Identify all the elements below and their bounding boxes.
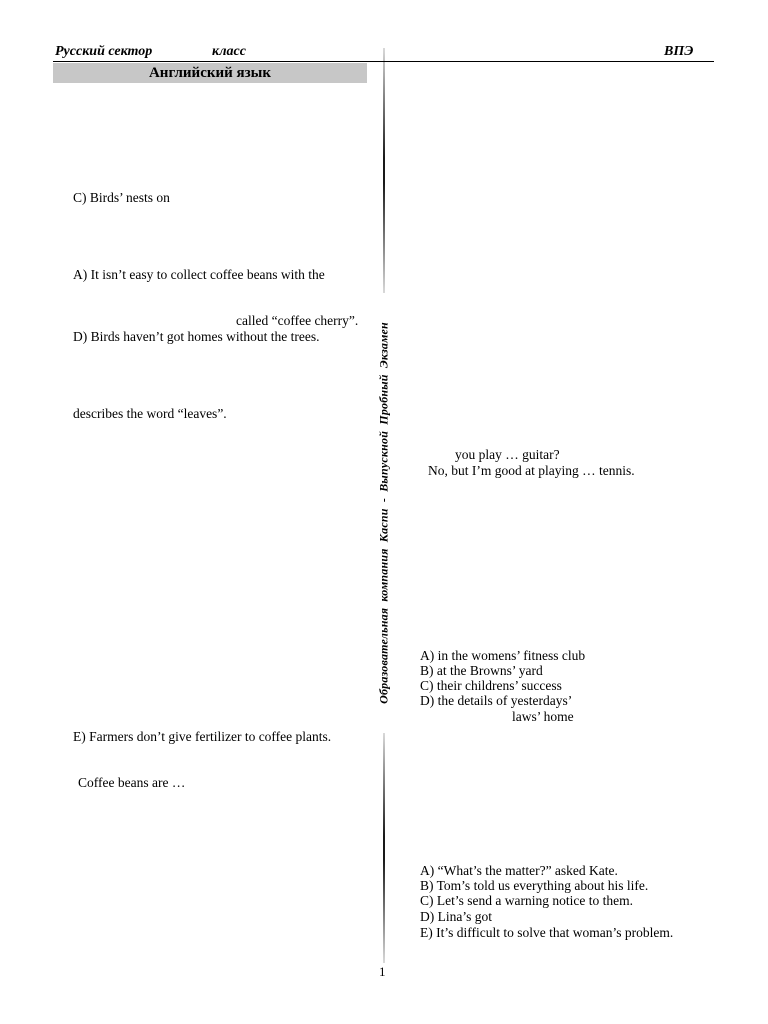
option-a-3: C) their childrens’ success (420, 678, 562, 693)
left-line-6: E) Farmers don’t give fertilizer to coffee plants. (73, 729, 332, 744)
header-class: класс (212, 44, 246, 59)
option-b-1: A) “What’s the matter?” asked Kate. (420, 863, 618, 878)
divider-bottom (383, 733, 385, 963)
left-line-1: C) Birds’ nests on (73, 190, 170, 205)
dialogue-line-1: you play … guitar? (455, 447, 560, 462)
subject-title: Английский язык (53, 63, 367, 83)
option-b-4: D) Lina’s got (420, 909, 492, 924)
divider-top (383, 48, 385, 293)
left-line-2: A) It isn’t easy to collect coffee beans with the (73, 267, 325, 282)
left-line-7: Coffee beans are … (78, 775, 186, 790)
left-line-5: describes the word “leaves”. (73, 406, 227, 421)
header-exam-code: ВПЭ (664, 44, 694, 59)
option-a-4: D) the details of yesterdays’ (420, 693, 573, 708)
left-line-3: called “coffee cherry”. (236, 313, 359, 328)
option-a-1: A) in the womens’ fitness club (420, 648, 586, 663)
page-number: 1 (379, 964, 386, 979)
option-a-5: laws’ home (512, 709, 574, 724)
option-b-3: C) Let’s send a warning notice to them. (420, 893, 633, 908)
option-a-2: B) at the Browns’ yard (420, 663, 543, 678)
header-sector: Русский сектор (55, 44, 153, 59)
side-banner-text: Образовательная компания Каспи - Выпускной Пробный Экзамен (376, 322, 391, 704)
option-b-2: B) Tom’s told us everything about his life. (420, 878, 649, 893)
option-b-5: E) It’s difficult to solve that woman’s problem. (420, 925, 674, 940)
left-line-4: D) Birds haven’t got homes without the trees. (73, 329, 320, 344)
dialogue-line-2: No, but I’m good at playing … tennis. (428, 463, 635, 478)
